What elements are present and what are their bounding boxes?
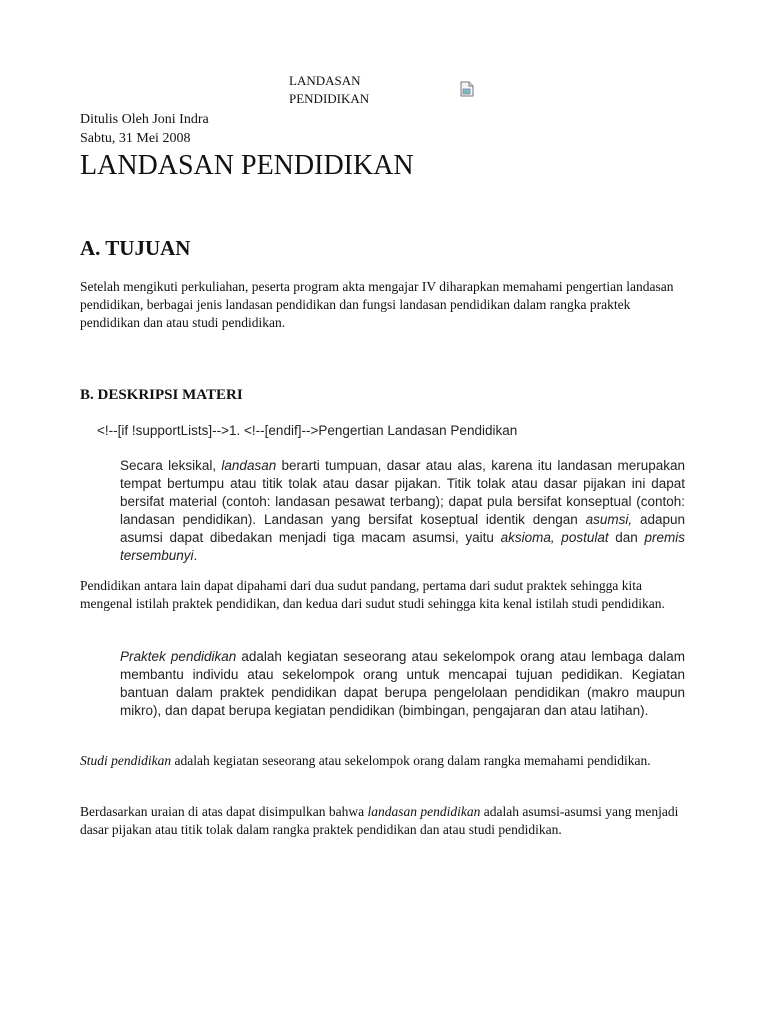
section-b-heading: B. DESKRIPSI MATERI <box>80 387 243 403</box>
text-run: Secara leksikal, <box>120 458 222 473</box>
list-item-pengertian: <!--[if !supportLists]-->1. <!--[endif]-->Pengertian Landasan Pendidikan <box>97 423 518 438</box>
conclusion-paragraph <box>80 803 690 839</box>
body-paragraph-sudut-pandang: Pendidikan antara lain dapat dipahami dari dua sudut pandang, pertama dari sudut praktek sehingga kita mengenal istilah praktek pendidikan, dan kedua dari sudut studi sehingga kita kenal istilah studi pendidikan. <box>80 578 665 611</box>
italic-term: landasan <box>221 458 277 473</box>
page-title: LANDASAN PENDIDIKAN <box>80 150 414 181</box>
text-run: berarti tumpuan, dasar atau alas, karena itu landasan merupakan tempat bertumpu atau titik tolak atau dasar pijakan. Titik tolak atau dasar pijakan ini dapat bersifat material (contoh: landasan pesawat terbang); dapat pula bersifat konseptual (contoh: landasan pendidikan). Landasan yang bersifat koseptual identik dengan <box>120 458 686 527</box>
text-run: adalah kegiatan seseorang atau sekelompok orang atau lembaga dalam membantu individu atau sekelompok orang untuk mencapai tujuan pedidikan. Kegiatan bantuan dalam praktek pendidikan dapat berupa pengelolaan pendidikan (makro maupun mikro), dan dapat berupa kegiatan pendidikan (bimbingan, pengajaran dan atau latihan). <box>120 649 685 718</box>
studi-paragraph <box>80 752 690 770</box>
text-run: adalah asumsi-asumsi yang menjadi dasar pijakan atau titik tolak dalam rangka praktek pendidikan dan atau studi pendidikan. <box>80 804 679 837</box>
author-line: Ditulis Oleh Joni Indra <box>80 112 209 127</box>
text-run: adalah kegiatan seseorang atau sekelompok orang dalam rangka memahami pendidikan. <box>171 753 651 768</box>
definition-paragraph <box>120 457 685 565</box>
text-run: Berdasarkan uraian di atas dapat disimpulkan bahwa <box>80 804 368 819</box>
italic-term: premis tersembunyi <box>120 530 685 563</box>
section-a-heading: A. TUJUAN <box>80 236 191 260</box>
section-a-paragraph: Setelah mengikuti perkuliahan, peserta program akta mengajar IV diharapkan memahami pengertian landasan pendidikan, berbagai jenis landasan pendidikan dan fungsi landasan pendidikan dalam rangka praktek pendidikan dan atau studi pendidikan. <box>80 279 674 330</box>
italic-term: aksioma, postulat <box>500 530 609 545</box>
header-title-line2: PENDIDIKAN <box>289 91 370 106</box>
italic-term: Studi pendidikan <box>80 753 172 768</box>
italic-term: landasan pendidikan <box>367 804 481 819</box>
document-icon <box>460 81 474 97</box>
italic-term: Praktek pendidikan <box>120 649 237 664</box>
praktek-paragraph <box>120 648 685 720</box>
text-run: adapun asumsi dapat dibedakan menjadi tiga macam asumsi, yaitu <box>120 512 685 545</box>
text-run: dan <box>608 530 645 545</box>
header-title-line1: LANDASAN <box>289 73 361 88</box>
header-title <box>289 72 369 108</box>
date-line: Sabtu, 31 Mei 2008 <box>80 131 191 146</box>
italic-term: asumsi, <box>585 512 633 527</box>
text-run: . <box>193 548 198 563</box>
